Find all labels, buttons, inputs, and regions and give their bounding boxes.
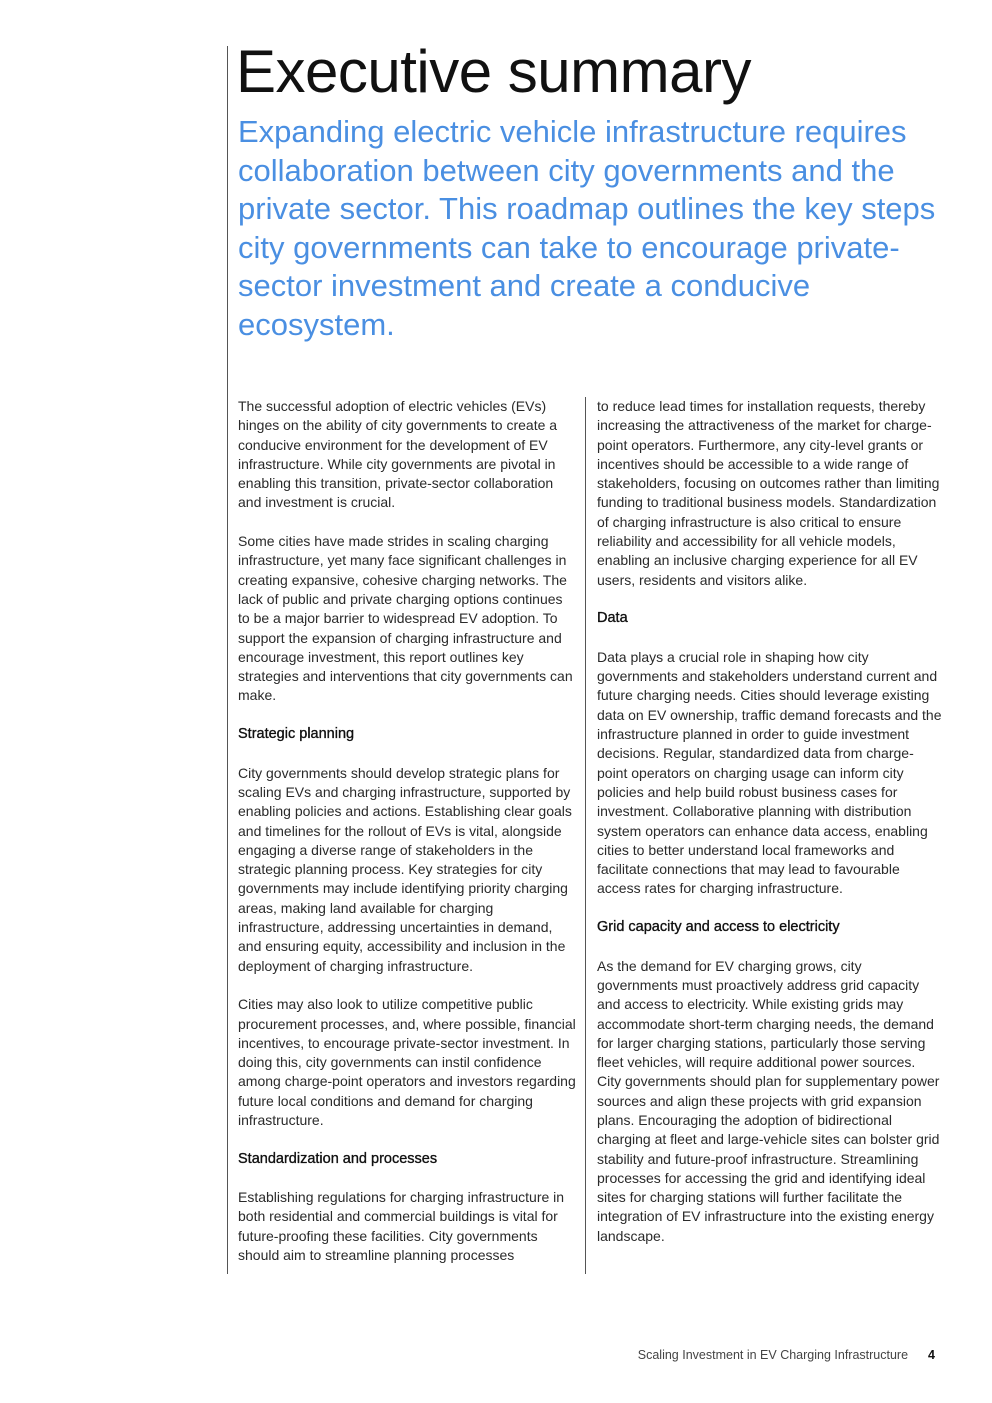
intro-paragraph-2: Some cities have made strides in scaling charging infrastructure, yet many face significant challenges in creating expansive, cohesive charging networks. The lack of public and private charging options continues to be a major barrier to widespread EV adoption. To support the expansion of charging infrastructure and encourage investment, this report outlines key strategies and interventions that city governments can make. [238, 533, 573, 704]
standardization-paragraph-1: Establishing regulations for charging infrastructure in both residential and commercial buildings is vital for future-proofing these facilities. City governments should aim to streamline planning processes [238, 1189, 565, 1264]
section-heading-grid-capacity: Grid capacity and access to electricity [597, 919, 840, 936]
page-footer [638, 1346, 935, 1364]
footer-report-title: Scaling Investment in EV Charging Infrastructure [637, 1348, 909, 1362]
strategic-planning-paragraph-2: Cities may also look to utilize competitive public procurement processes, and, where possible, financial incentives, to encourage private-sector investment. In doing this, city governments can instil confidence among charge-point operators and investors regarding future local conditions and demand for charging infrastructure. [238, 996, 576, 1128]
left-margin-rule [227, 46, 228, 1274]
section-heading-strategic-planning: Strategic planning [238, 726, 355, 743]
page-number: 4 [928, 1348, 935, 1362]
page-title: Executive summary [236, 38, 751, 105]
lead-paragraph: Expanding electric vehicle infrastructure requires collaboration between city governments and the private sector. This roadmap outlines the key steps city governments can take to encourage private-sector investment and create a conducive ecosystem. [238, 114, 936, 342]
intro-paragraph-1: The successful adoption of electric vehicles (EVs) hinges on the ability of city governments to create a conducive environment for the development of EV infrastructure. While city governments are pivotal in enabling this transition, private-sector collaboration and investment is crucial. [238, 398, 558, 511]
section-heading-data: Data [597, 610, 628, 627]
data-paragraph-1: Data plays a crucial role in shaping how city governments and stakeholders understand current and future charging needs. Cities should leverage existing data on EV ownership, traffic demand forecasts and the infrastructure planned in order to guide investment decisions. Regular, standardized data from charge-point operators on charging usage can inform city policies and help build robust business cases for investment. Collaborative planning with distribution system operators can enhance data access, enabling cities to better understand local frameworks and facilitate connections that may lead to favourable access rates for charging infrastructure. [597, 648, 942, 897]
column-divider [585, 397, 586, 1274]
strategic-planning-paragraph-1: City governments should develop strategic plans for scaling EVs and charging infrastructure, supported by enabling policies and actions. Establishing clear goals and timelines for the rollout of EVs is vital, alongside engaging a diverse range of stakeholders in the strategic planning process. Key strategies for city governments may include identifying priority charging areas, making land available for charging infrastructure, addressing uncertainties in demand, and ensuring equity, accessibility and inclusion in the deployment of charging infrastructure. [238, 764, 572, 974]
standardization-paragraph-1-continued: to reduce lead times for installation requests, thereby increasing the attractiveness of the market for charge-point operators. Furthermore, any city-level grants or incentives should be accessible to a wide range of stakeholders, focusing on outcomes rather than limiting funding to traditional business models. Standardization of charging infrastructure is also critical to ensure reliability and accessibility for all vehicle models, enabling an inclusive charging experience for all EV users, residents and visitors alike. [597, 398, 940, 588]
grid-capacity-paragraph-1: As the demand for EV charging grows, city governments must proactively address grid capacity and access to electricity. While existing grids may accommodate short-term charging needs, the demand for larger charging stations, particularly those serving fleet vehicles, will require additional power sources. City governments should plan for supplementary power sources and align these projects with grid expansion plans. Encouraging the adoption of bidirectional charging at fleet and large-vehicle sites can bolster grid stability and future-proof infrastructure. Streamlining processes for accessing the grid and identifying ideal sites for charging stations will further facilitate the integration of EV infrastructure into the existing energy landscape. [597, 957, 940, 1244]
body-column-left [238, 397, 578, 1285]
body-column-right [597, 397, 942, 1265]
section-heading-standardization: Standardization and processes [238, 1150, 438, 1167]
